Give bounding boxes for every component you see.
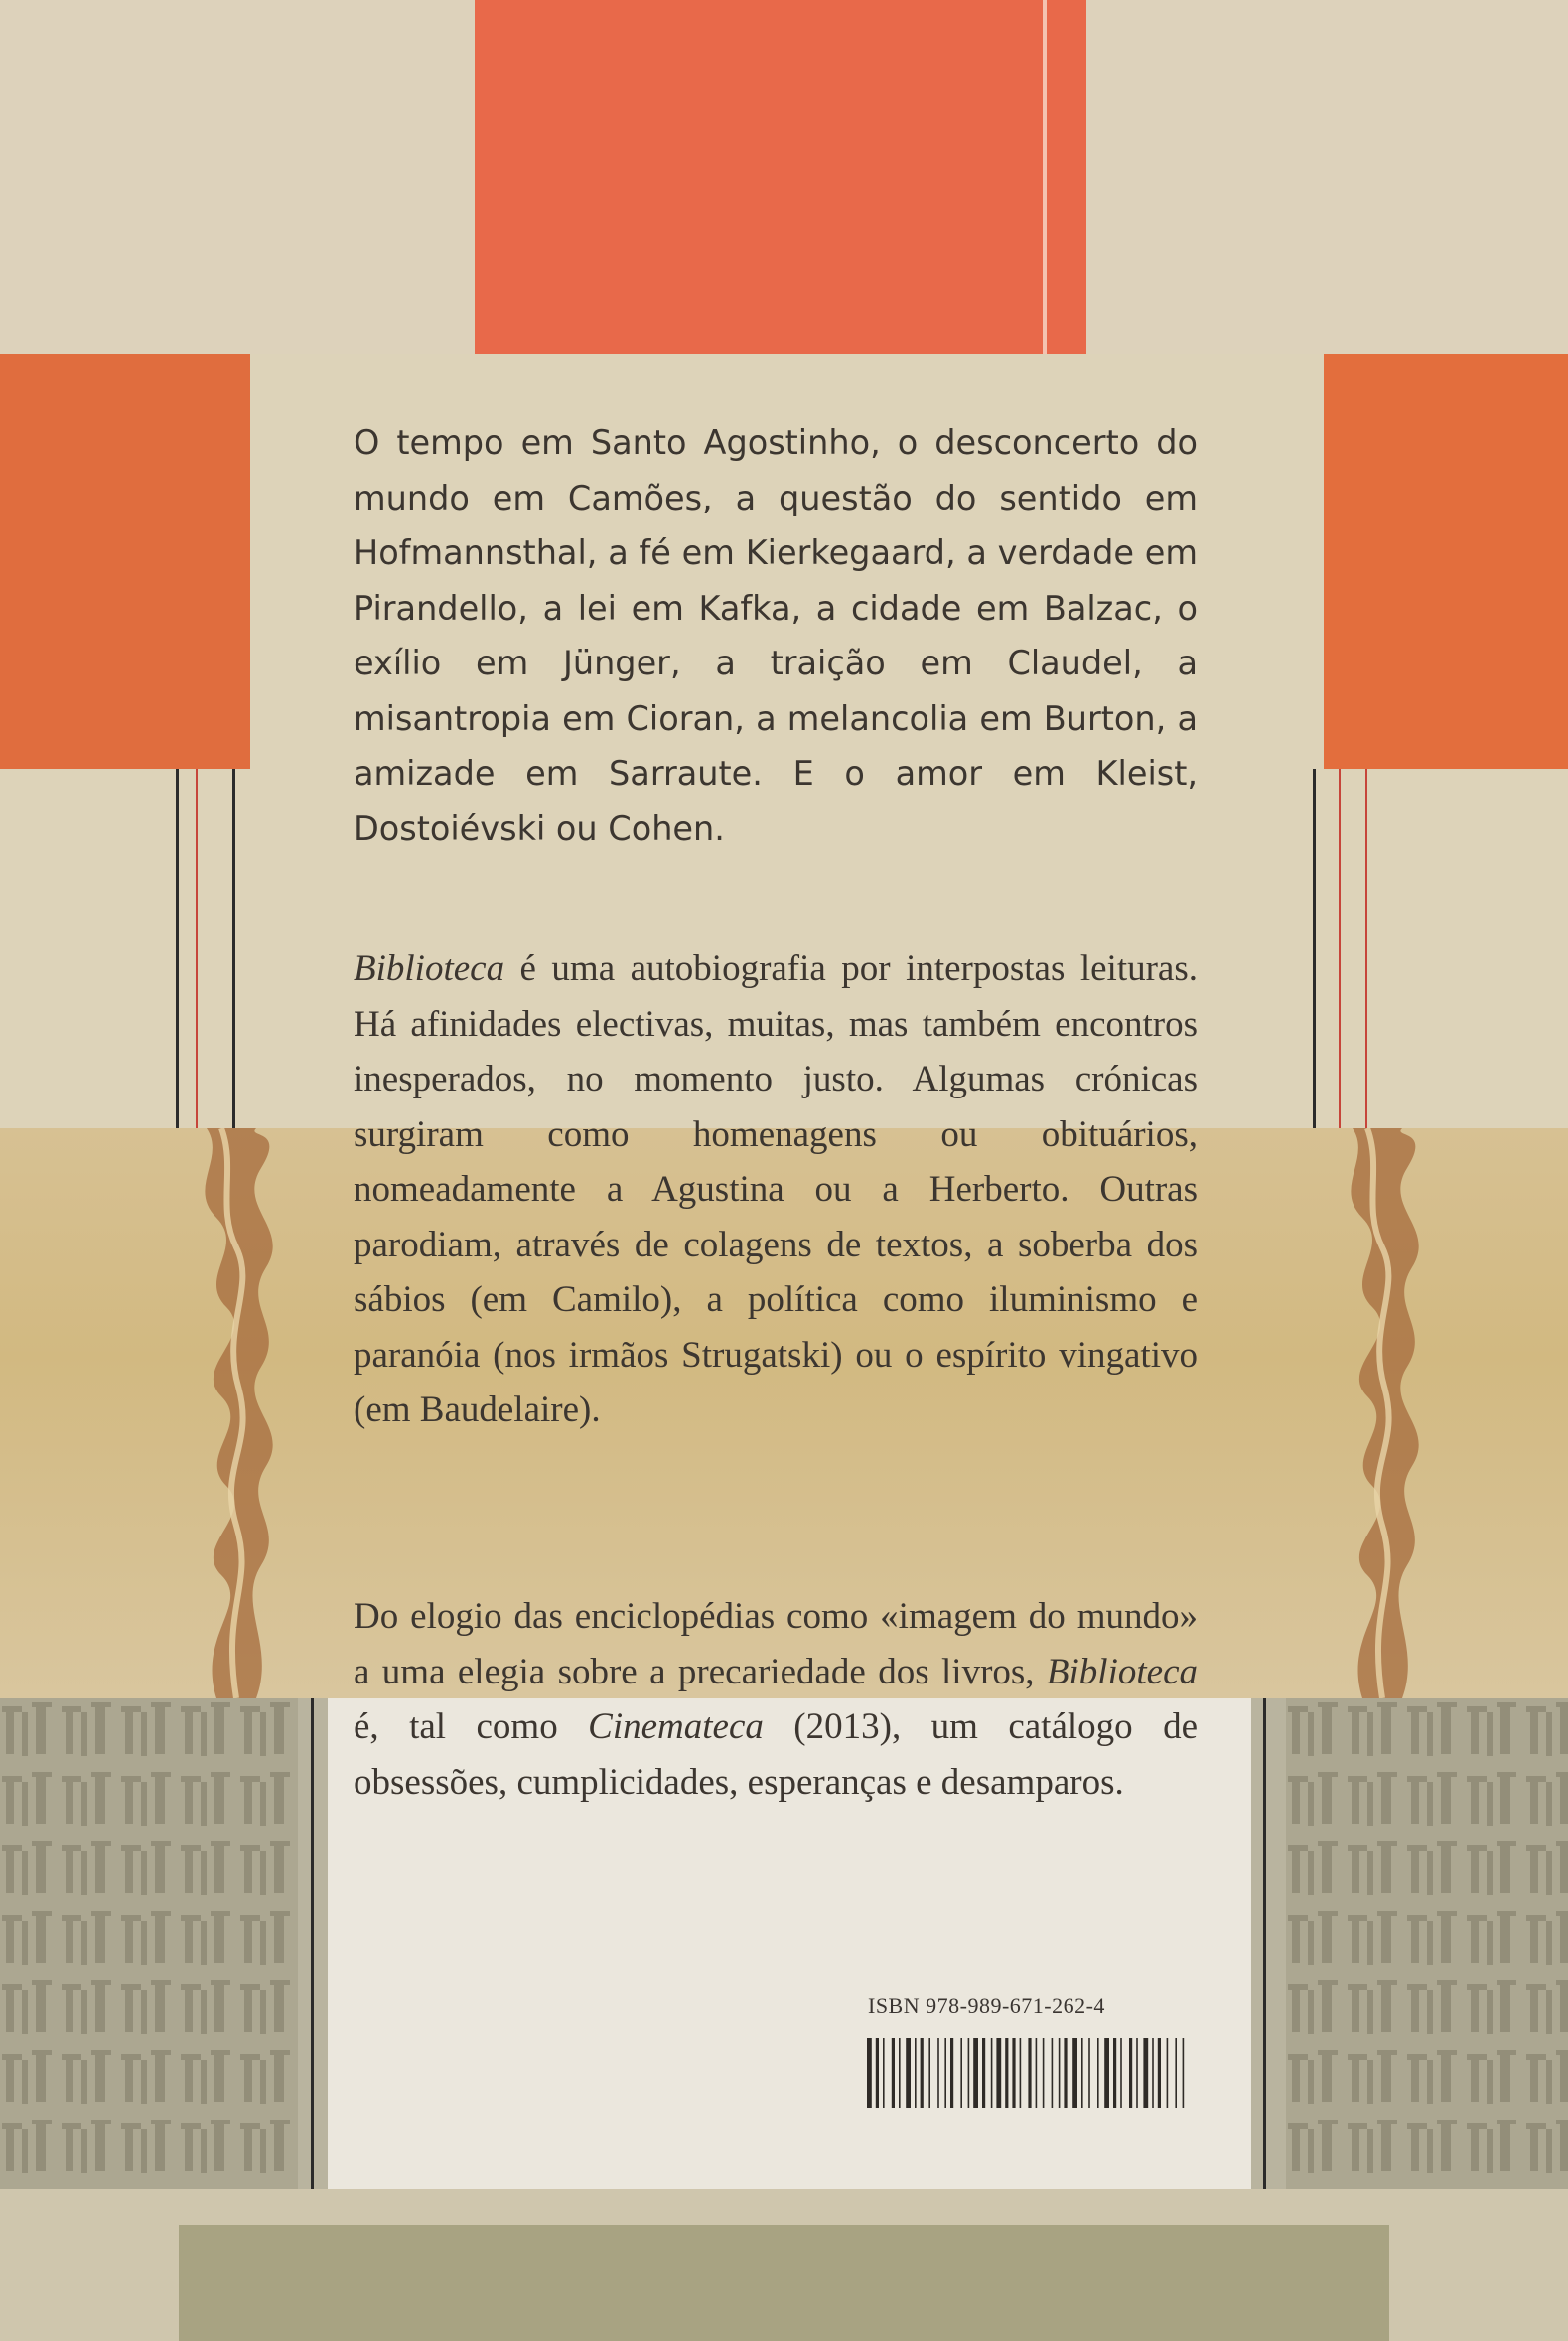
blurb-paragraph-3 bbox=[354, 1589, 1198, 1810]
ornament-left bbox=[167, 1128, 316, 1698]
vertical-rule-lower-right bbox=[1263, 1698, 1266, 2189]
blurb-paragraph-3-text-c: (2013), um catálogo de obsessões, cumplicidades, esperanças e desamparos. bbox=[354, 1706, 1199, 1803]
bottom-khaki-stripe bbox=[179, 2225, 1389, 2341]
orange-block-left bbox=[0, 354, 250, 769]
orange-block-right bbox=[1324, 354, 1568, 769]
vertical-rule-right-red bbox=[1339, 769, 1341, 1128]
blurb-paragraph-3-text-a: Do elogio das enciclopédias como «imagem do mundo» a uma elegia sobre a precariedade dos livros, bbox=[354, 1596, 1198, 1692]
grey-letter-pattern-right bbox=[1286, 1698, 1568, 2189]
ornament-right bbox=[1313, 1128, 1462, 1698]
vertical-rule-lower-left bbox=[311, 1698, 314, 2189]
book-title-italic-2: Biblioteca bbox=[1046, 1651, 1198, 1692]
blurb-paragraph-1: O tempo em Santo Agostinho, o desconcerto do mundo em Camões, a questão do sentido em Hofmannsthal, a fé em Kierkegaard, a verdade em Pirandello, a lei em Kafka, a cidade em Balzac, o exílio em Jünger, a traição em Claudel, a misantropia em Cioran, a melancolia em Burton, a amizade em Sarraute. E o amor em Kleist, Dostoiévski ou Cohen. bbox=[354, 423, 1198, 848]
grey-letter-pattern-left bbox=[0, 1698, 298, 2189]
blurb-paragraph-2-text: é uma autobiografia por interpostas leituras. Há afinidades electivas, muitas, mas também encontros inesperados, no momento justo. Algumas crónicas surgiram como homenagens ou obituários, nomeadamente a Agustina ou a Herberto. Outras parodiam, através de colagens de textos, a soberba dos sábios (em Camilo), a política como iluminismo e paranóia (nos irmãos Strugatski) ou o espírito vingativo (em Baudelaire). bbox=[354, 949, 1198, 1430]
red-top-block bbox=[475, 0, 1086, 354]
cinemateca-title-italic: Cinemateca bbox=[588, 1706, 764, 1747]
isbn-label: ISBN 978-989-671-262-4 bbox=[868, 1993, 1105, 2018]
vertical-rule-left-red bbox=[196, 769, 198, 1128]
vertical-rule-right-dark bbox=[1313, 769, 1316, 1128]
blurb-paragraph-3-text-b: é, tal como bbox=[354, 1706, 589, 1747]
vertical-rule-left-dark-2 bbox=[232, 769, 235, 1128]
red-top-highlight-line bbox=[1043, 0, 1047, 354]
vertical-rule-right-red-2 bbox=[1365, 769, 1367, 1128]
blurb-paragraph-2 bbox=[354, 942, 1198, 1438]
barcode bbox=[865, 2038, 1190, 2108]
book-title-italic: Biblioteca bbox=[354, 949, 505, 989]
vertical-rule-left-dark bbox=[176, 769, 179, 1128]
